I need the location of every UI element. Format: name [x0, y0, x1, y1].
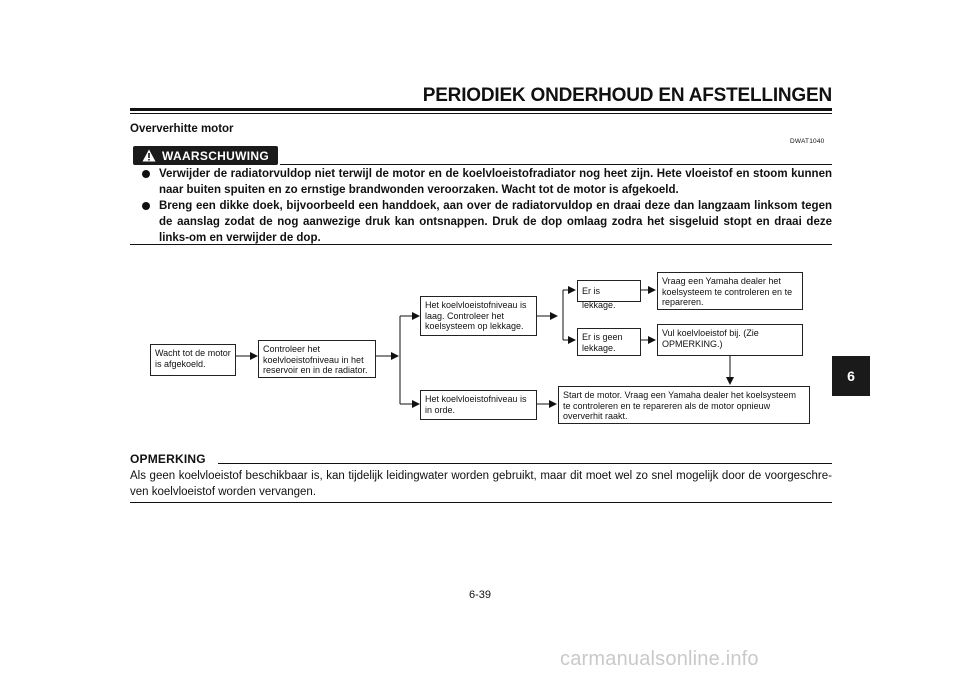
flow-step-start-engine: Start de motor. Vraag een Yamaha dealer het koelsysteem te controleren en te repareren als de motor opnieuw oververhit raakt.: [558, 386, 810, 424]
flow-step-wait: Wacht tot de motor is afgekoeld.: [150, 344, 236, 376]
flow-step-check: Controleer het koelvloeistofniveau in het reservoir en in de radiator.: [258, 340, 376, 378]
warning-label: WAARSCHUWING: [162, 148, 269, 163]
note-text: Als geen koelvloeistof beschikbaar is, kan tijdelijk leidingwater worden gebruikt, maar dit moet wel zo snel mogelijk door de voorgeschre-ven koelvloeistof worden vervangen.: [130, 470, 832, 498]
page-title: PERIODIEK ONDERHOUD EN AFSTELLINGEN: [422, 85, 832, 106]
note-bottom-rule: [130, 502, 832, 503]
note-rule: [218, 463, 832, 464]
section-heading: Oververhitte motor: [130, 123, 234, 135]
flow-step-level-ok: Het koelvloeistofniveau is in orde.: [420, 390, 537, 420]
flow-step-refill: Vul koelvloeistof bij. (Zie OPMERKING.): [657, 324, 803, 356]
watermark: carmanualsonline.info: [560, 648, 759, 670]
flow-step-leak: Er is lekkage.: [577, 280, 641, 302]
chapter-tab: 6: [832, 356, 870, 396]
note-heading: OPMERKING: [130, 452, 206, 466]
warning-item-text: Verwijder de radiatorvuldop niet terwijl de motor en de koelvloeistofradiator nog heet zijn. Hete vloeistof en stoom kunnen naar buiten spuiten en zo ernstige brandwonden veroorzaken. Wacht tot de motor is afgekoeld.: [159, 168, 832, 196]
warning-code: DWAT1040: [790, 138, 825, 145]
flow-step-no-leak: Er is geen lekkage.: [577, 328, 641, 356]
page-number: 6-39: [468, 589, 492, 601]
warning-item-text: Breng een dikke doek, bijvoorbeeld een handdoek, aan over de radiatorvuldop en draai deze dan langzaam linksom tegen de aanslag zodat de nog aanwezige druk kan ontsnappen. Druk de dop omlaag zodra het sisgeluid stopt en draai deze links-om en verwijder de dop.: [159, 200, 832, 244]
flow-step-level-low: Het koelvloeistofniveau is laag. Controleer het koelsysteem op lekkage.: [420, 296, 537, 336]
flow-step-dealer-repair: Vraag een Yamaha dealer het koelsysteem te controleren en te repareren.: [657, 272, 803, 310]
